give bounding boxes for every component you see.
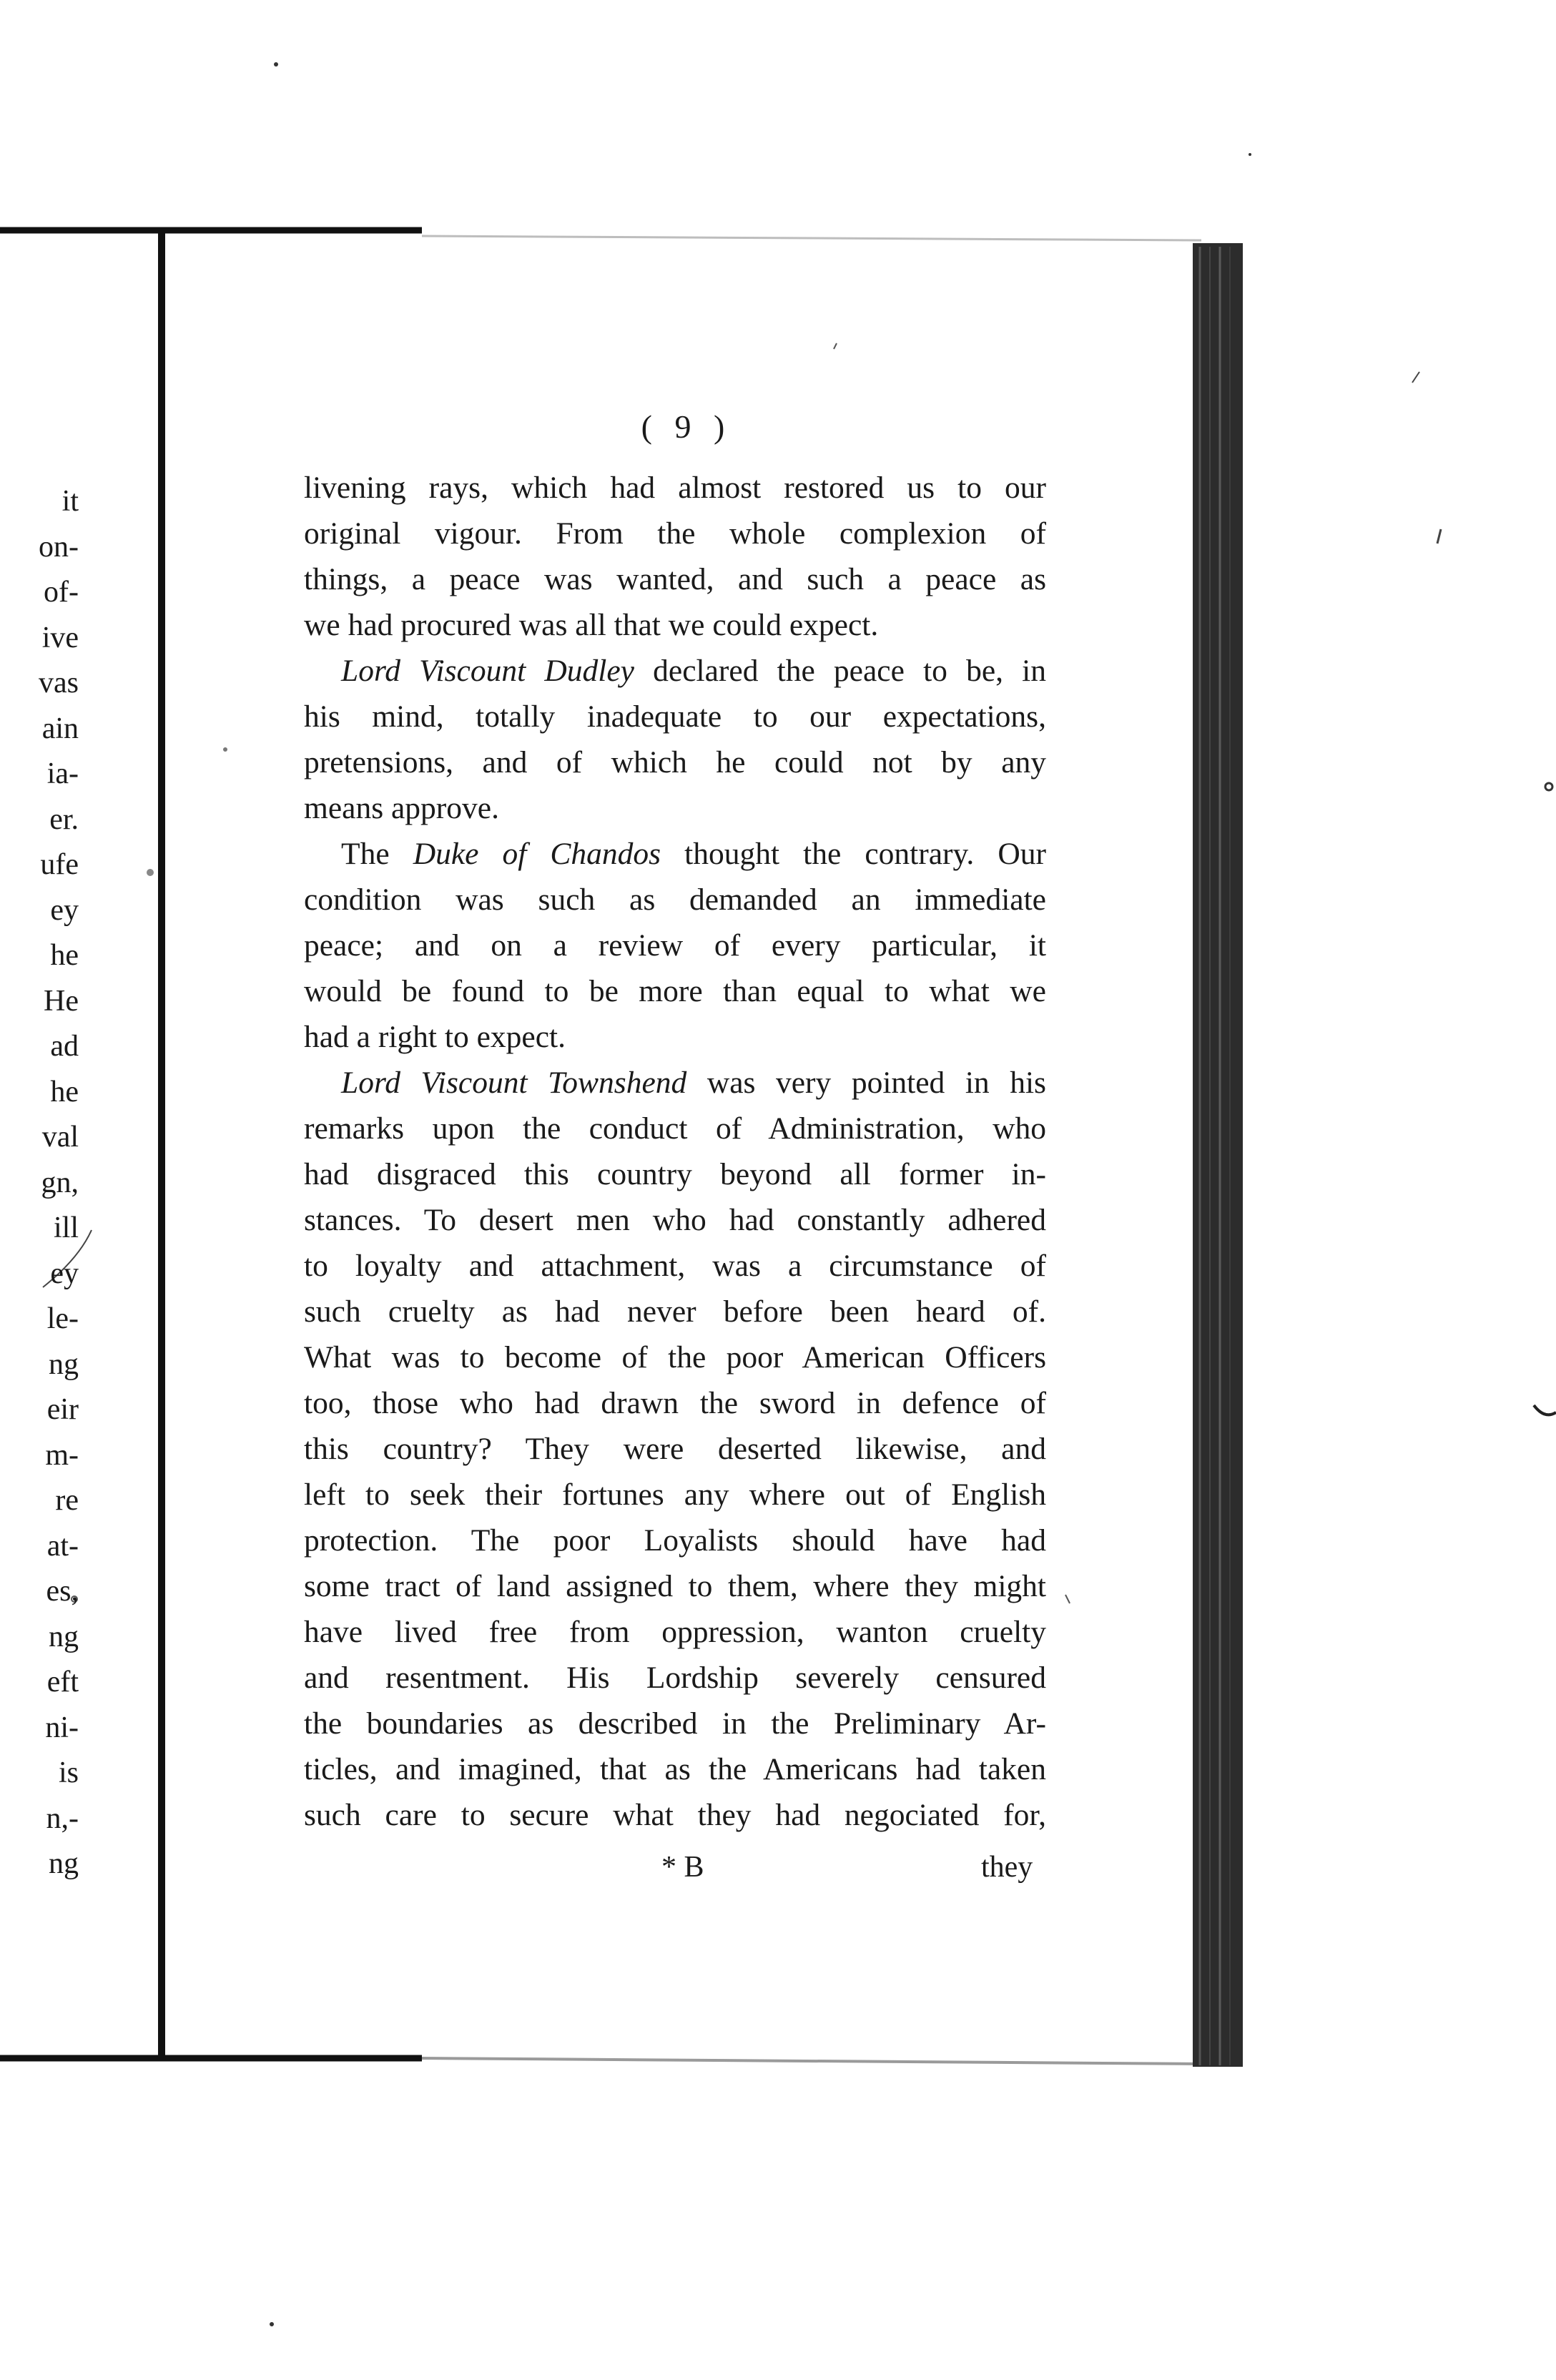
left-page-fragment: n,-: [46, 1801, 79, 1835]
text-segment: stances. To desert men who had constantly adhered: [304, 1203, 1046, 1237]
left-page-fragment: val: [41, 1121, 79, 1154]
text-line: [304, 1472, 1046, 1518]
text-segment: means approve.: [304, 791, 499, 825]
left-page-fragment: vas: [39, 667, 79, 699]
text-segment: had disgraced this country beyond all former in-: [304, 1157, 1046, 1191]
text-line: [304, 1197, 1046, 1243]
text-segment: to loyalty and attachment, was a circumstance of: [304, 1249, 1046, 1283]
catchword: they: [981, 1851, 1033, 1884]
left-page-fragment: ey: [50, 893, 79, 927]
text-segment: The: [341, 837, 413, 871]
text-line: [304, 923, 1046, 968]
text-line: [304, 1701, 1046, 1746]
text-line: [304, 1014, 1046, 1060]
text-line: [304, 1746, 1046, 1792]
text-segment: thought the contrary. Our: [661, 837, 1047, 871]
text-segment: condition was such as demanded an immediate: [304, 882, 1046, 917]
text-segment: declared the peace to be, in: [634, 654, 1047, 688]
left-page-fragment: on-: [39, 530, 79, 564]
text-segment: left to seek their fortunes any where out of English: [304, 1477, 1046, 1512]
text-line: [304, 1151, 1046, 1197]
text-segment: the boundaries as described in the Preliminary Ar-: [304, 1706, 1046, 1741]
text-segment: we had procured was all that we could expect.: [304, 608, 879, 642]
left-page-fragment: ive: [41, 621, 79, 654]
left-page-fragment: ng: [49, 1620, 79, 1653]
text-segment: remarks upon the conduct of Administration, who: [304, 1111, 1046, 1146]
text-segment: things, a peace was wanted, and such a peace as: [304, 562, 1046, 596]
text-line: [304, 785, 1046, 831]
left-page-fragment: ni-: [45, 1711, 79, 1744]
left-page-fragment: m-: [45, 1438, 79, 1472]
left-page-fragment: eir: [46, 1393, 79, 1426]
left-page-fragment: eft: [46, 1666, 79, 1698]
text-segment: his mind, totally inadequate to our expectations,: [304, 699, 1046, 734]
left-page-fragment: ng: [49, 1847, 79, 1880]
text-segment: What was to become of the poor American Officers: [304, 1340, 1046, 1375]
text-line: [304, 1289, 1046, 1334]
text-segment: have lived free from oppression, wanton cruelty: [304, 1615, 1046, 1649]
left-page-fragment: er.: [49, 802, 79, 836]
text-line: [304, 739, 1046, 785]
left-page-fragment: is: [58, 1756, 79, 1789]
text-line: [304, 1334, 1046, 1380]
text-segment: protection. The poor Loyalists should have had: [304, 1523, 1046, 1558]
left-page-fragment: gn,: [41, 1166, 79, 1199]
left-page-fragment: es,: [46, 1575, 79, 1608]
text-line: [304, 465, 1046, 511]
italic-name: Lord Viscount Townshend: [341, 1066, 687, 1100]
left-page-fragment: he: [50, 1075, 79, 1108]
text-line: [304, 1655, 1046, 1701]
text-line: [304, 694, 1046, 739]
text-segment: and resentment. His Lordship severely censured: [304, 1661, 1046, 1695]
text-line: [304, 1380, 1046, 1426]
speck: [274, 62, 278, 67]
text-line: [304, 831, 1046, 877]
left-page-fragment: ill: [53, 1211, 79, 1244]
text-line: [304, 1518, 1046, 1563]
italic-name: Lord Viscount Dudley: [341, 654, 634, 688]
text-line: [304, 1609, 1046, 1655]
text-segment: peace; and on a review of every particular, it: [304, 928, 1046, 963]
text-segment: original vigour. From the whole complexion of: [304, 516, 1046, 551]
text-line: [304, 556, 1046, 602]
text-line: [304, 1106, 1046, 1151]
left-page-fragment: at-: [46, 1529, 79, 1563]
text-segment: livening rays, which had almost restored us to our: [304, 471, 1046, 505]
text-line: [304, 602, 1046, 648]
left-page-fragment: ia-: [46, 757, 79, 790]
left-page-fragment: of-: [44, 576, 79, 609]
text-line: [304, 1563, 1046, 1609]
left-page-fragment: it: [61, 485, 79, 518]
left-page-fragment: ain: [41, 712, 79, 745]
text-segment: such care to secure what they had negociated for,: [304, 1798, 1046, 1832]
text-segment: would be found to be more than equal to what we: [304, 974, 1046, 1008]
text-segment: pretensions, and of which he could not by any: [304, 745, 1046, 780]
left-page-fragment: ad: [50, 1030, 79, 1063]
left-page-fragment: le-: [46, 1302, 79, 1335]
left-page-fragment: He: [44, 984, 79, 1018]
text-segment: some tract of land assigned to them, where they might: [304, 1569, 1046, 1603]
left-page-fragment: ufe: [40, 848, 79, 881]
text-line: [304, 511, 1046, 556]
left-page-fragment: ng: [49, 1347, 79, 1381]
left-page-fragment: he: [50, 939, 79, 972]
page-number: ( 9 ): [641, 408, 732, 445]
text-line: [304, 1792, 1046, 1838]
left-page-fragment: ey: [50, 1257, 79, 1290]
left-page-fragment: re: [55, 1484, 79, 1517]
text-segment: such cruelty as had never before been heard of.: [304, 1294, 1046, 1329]
text-line: [304, 1426, 1046, 1472]
text-segment: had a right to expect.: [304, 1020, 566, 1054]
text-line: [304, 1243, 1046, 1289]
text-line: [304, 1060, 1046, 1106]
right-page-bottom-edge: [422, 2058, 1201, 2064]
text-line: [304, 968, 1046, 1014]
right-page-top-edge: [422, 236, 1201, 240]
text-segment: was very pointed in his: [686, 1066, 1046, 1100]
italic-name: Duke of Chandos: [413, 837, 661, 871]
text-line: [304, 877, 1046, 923]
text-segment: ticles, and imagined, that as the Americans had taken: [304, 1752, 1046, 1786]
body-text: [304, 465, 1046, 1838]
signature-mark: * B: [661, 1851, 704, 1884]
text-segment: this country? They were deserted likewise, and: [304, 1432, 1046, 1466]
text-line: [304, 648, 1046, 694]
text-segment: too, those who had drawn the sword in defence of: [304, 1386, 1046, 1420]
